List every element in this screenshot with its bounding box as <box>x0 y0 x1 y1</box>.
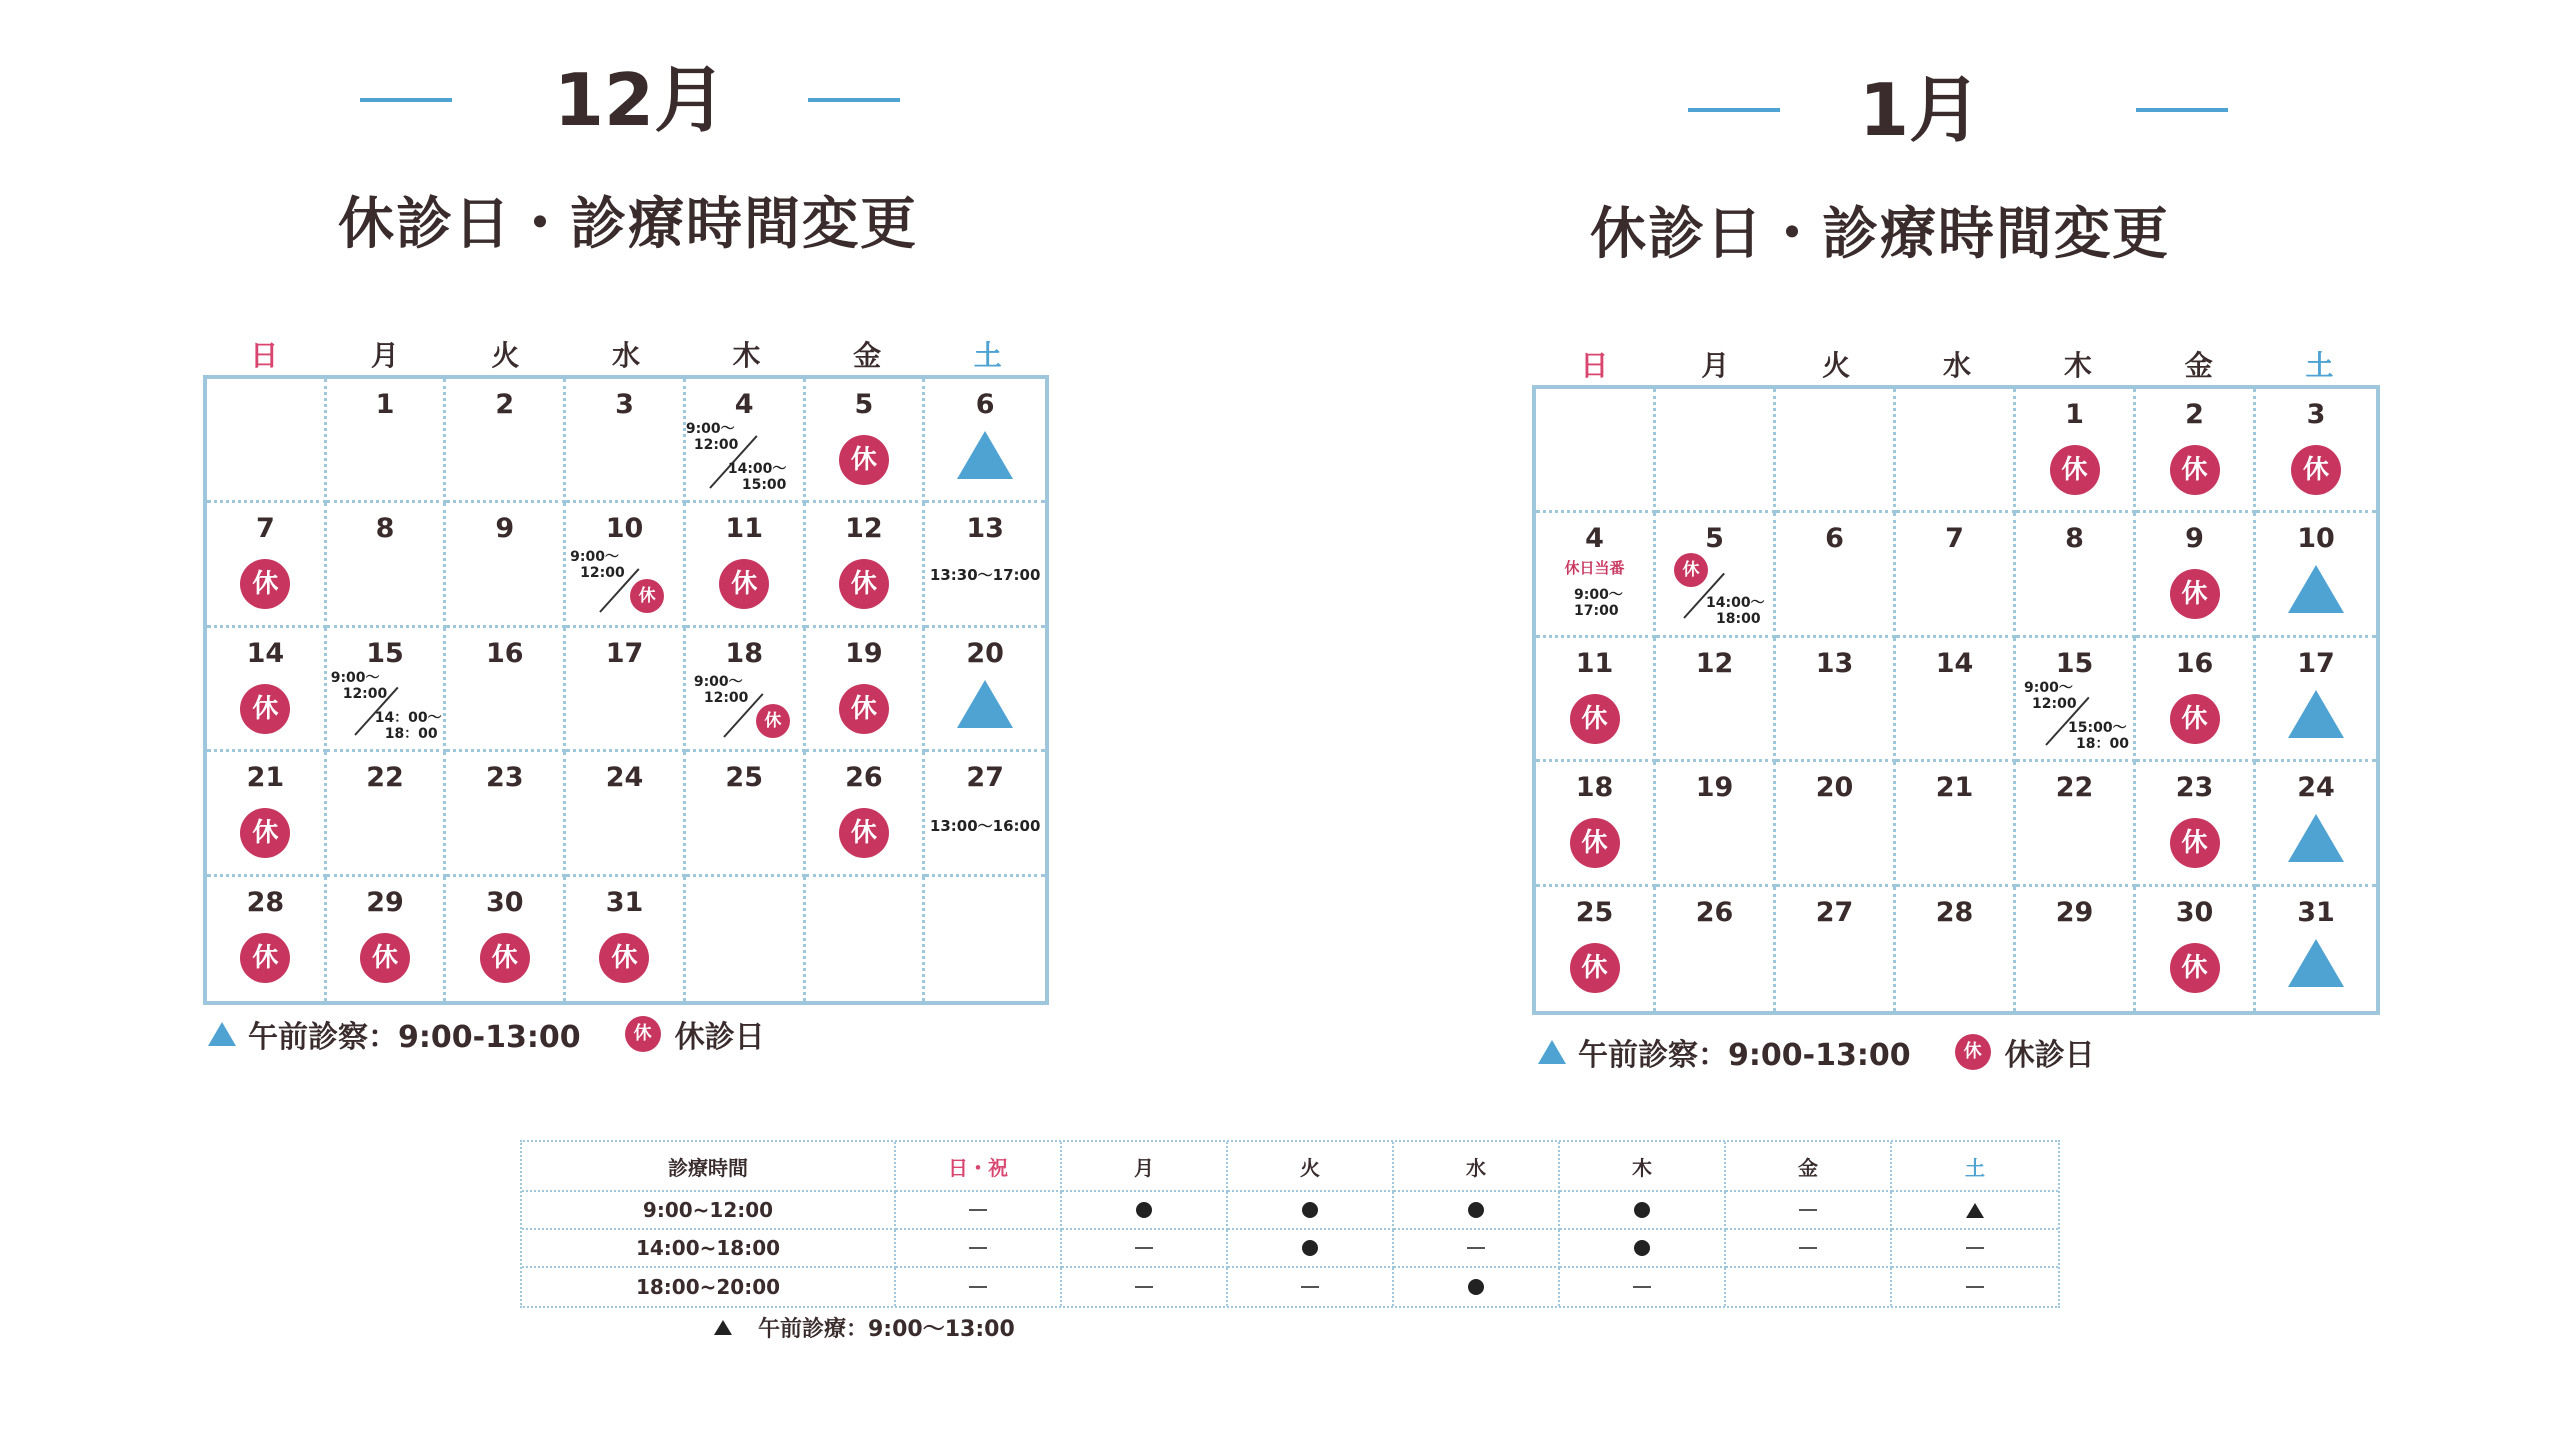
day-number: 5 <box>1705 523 1724 555</box>
open-dot-icon <box>1136 1202 1152 1218</box>
calendar-day-cell <box>2016 762 2136 886</box>
calendar-day-cell <box>1776 638 1896 762</box>
closed-badge-icon: 休 <box>839 684 889 734</box>
calendar-day-cell <box>806 877 926 1001</box>
day-number: 24 <box>2297 772 2335 804</box>
weekday-sat: 土 <box>2305 349 2334 382</box>
closed-badge-icon: 休 <box>1955 1034 1991 1070</box>
calendar-day-cell <box>207 379 327 503</box>
weekday-mon: 月 <box>1701 349 1730 382</box>
calendar-day-cell <box>1896 887 2016 1011</box>
hours-header-day: 月 <box>1062 1142 1228 1192</box>
calendar-day-cell <box>1776 389 1896 513</box>
day-number: 17 <box>2297 647 2335 679</box>
closed-badge-icon: 休 <box>599 933 649 983</box>
january-panel <box>1280 0 2560 1100</box>
calendar-day-cell <box>686 379 806 503</box>
legend-closed-label: 休診日 <box>2004 1038 2095 1073</box>
december-calendar <box>203 375 1049 1005</box>
day-number: 31 <box>605 886 644 918</box>
day-number: 16 <box>2175 647 2214 679</box>
day-number: 24 <box>605 762 644 794</box>
schedule-note: 9:00～ <box>1574 587 1623 604</box>
calendar-day-cell <box>1776 762 1896 886</box>
closed-badge-icon: 休 <box>2291 445 2341 495</box>
hours-header-day: 土 <box>1892 1142 2058 1192</box>
december-legend <box>208 1012 765 1056</box>
december-subtitle: 休診日・診療時間変更 <box>338 192 918 257</box>
calendar-day-cell <box>686 752 806 876</box>
calendar-day-cell <box>2136 887 2256 1011</box>
january-legend <box>1538 1030 2095 1074</box>
hours-note <box>714 1312 1015 1343</box>
closed-badge-icon: 休 <box>240 808 290 858</box>
day-number: 25 <box>1575 896 1614 928</box>
closed-badge-icon: 休 <box>719 559 769 609</box>
schedule-note: 9:00～ <box>330 669 380 686</box>
calendar-day-cell <box>327 503 447 627</box>
calendar-day-cell <box>806 628 926 752</box>
calendar-day-cell <box>686 503 806 627</box>
half-day-triangle-icon <box>957 431 1013 479</box>
closed-badge-icon: 休 <box>360 933 410 983</box>
closed-badge-icon: 休 <box>2170 445 2220 495</box>
day-number: 26 <box>1695 896 1734 928</box>
calendar-day-cell <box>1896 638 2016 762</box>
closed-badge-icon: 休 <box>839 435 889 485</box>
day-number: 28 <box>246 886 285 918</box>
weekday-tue: 火 <box>491 339 520 372</box>
calendar-day-cell <box>207 628 327 752</box>
hours-mark-cell <box>1560 1230 1726 1268</box>
day-number: 6 <box>975 389 995 420</box>
weekday-sat: 土 <box>973 339 1002 372</box>
hours-time-range: 9:00~12:00 <box>522 1192 896 1230</box>
hours-mark-cell <box>1892 1230 2058 1268</box>
hours-header-day: 火 <box>1228 1142 1394 1192</box>
closed-dash-icon <box>1467 1247 1485 1249</box>
day-number: 10 <box>605 513 644 545</box>
closed-badge-icon: 休 <box>1570 694 1620 744</box>
legend-closed-label: 休診日 <box>674 1020 765 1055</box>
calendar-day-cell <box>2016 638 2136 762</box>
day-number: 8 <box>2065 523 2084 555</box>
schedule-note: 15:00 <box>741 477 787 493</box>
day-number: 28 <box>1935 896 1974 928</box>
legend-half-day-label: 午前診察：9:00-13:00 <box>1578 1038 1911 1073</box>
header-dash-right <box>2136 108 2228 112</box>
calendar-day-cell <box>327 628 447 752</box>
calendar-day-cell <box>446 877 566 1001</box>
closed-dash-icon <box>1799 1247 1817 1249</box>
calendar-day-cell <box>2256 887 2376 1011</box>
half-day-triangle-icon <box>2288 939 2344 987</box>
schedule-note: 14:00～ <box>727 461 787 477</box>
calendar-day-cell <box>1656 389 1776 513</box>
open-dot-icon <box>1302 1240 1318 1256</box>
hours-header-day: 木 <box>1560 1142 1726 1192</box>
weekday-wed: 水 <box>611 339 640 372</box>
weekday-mon: 月 <box>370 339 399 372</box>
schedule-note: 9:00～ <box>2024 679 2073 696</box>
day-number: 29 <box>366 886 404 918</box>
hours-mark-cell <box>1228 1230 1394 1268</box>
hours-header-label: 診療時間 <box>522 1142 896 1192</box>
calendar-day-cell <box>446 503 566 627</box>
day-number: 23 <box>485 762 524 794</box>
calendar-day-cell <box>2256 389 2376 513</box>
hours-mark-cell <box>1726 1268 1892 1306</box>
january-subtitle: 休診日・診療時間変更 <box>1590 202 2170 267</box>
day-number: 1 <box>375 389 395 420</box>
day-number: 19 <box>845 637 883 669</box>
calendar-day-cell <box>925 503 1045 627</box>
day-number: 2 <box>495 389 515 420</box>
schedule-note: 18:00 <box>1716 611 1761 628</box>
calendar-day-cell <box>925 628 1045 752</box>
day-number: 1 <box>2065 399 2084 430</box>
schedule-note: 12:00 <box>703 689 749 706</box>
day-number: 5 <box>854 389 874 420</box>
day-number: 11 <box>1575 647 1614 679</box>
hours-mark-cell <box>1062 1268 1228 1306</box>
calendar-day-cell <box>2136 389 2256 513</box>
day-number: 27 <box>966 762 1004 794</box>
closed-dash-icon <box>1966 1286 1984 1288</box>
day-number: 12 <box>845 513 883 545</box>
calendar-day-cell <box>207 877 327 1001</box>
schedule-note: 12:00 <box>342 685 388 702</box>
day-number: 15 <box>2055 647 2094 679</box>
weekday-tue: 火 <box>1822 349 1851 382</box>
hours-mark-cell <box>896 1192 1062 1230</box>
hours-mark-cell <box>896 1268 1062 1306</box>
day-number: 30 <box>2175 896 2214 928</box>
calendar-day-cell <box>2016 389 2136 513</box>
calendar-day-cell <box>446 379 566 503</box>
day-number: 14 <box>246 637 285 669</box>
day-number: 17 <box>605 637 644 669</box>
calendar-day-cell <box>327 752 447 876</box>
day-number: 9 <box>495 513 515 545</box>
day-number: 22 <box>2055 772 2094 804</box>
calendar-day-cell <box>686 877 806 1001</box>
closed-dash-icon <box>969 1286 987 1288</box>
calendar-day-cell <box>446 752 566 876</box>
schedule-note: 9:00～ <box>685 421 735 437</box>
calendar-day-cell <box>2256 513 2376 637</box>
day-number: 13 <box>966 513 1004 545</box>
closed-badge-icon: 休 <box>756 704 790 738</box>
day-number: 11 <box>725 513 763 545</box>
day-number: 29 <box>2055 896 2094 928</box>
open-dot-icon <box>1634 1240 1650 1256</box>
calendar-day-cell <box>806 752 926 876</box>
schedule-note: 13:30～17:00 <box>929 566 1041 585</box>
day-number: 10 <box>2297 523 2335 555</box>
day-number: 21 <box>1935 772 1974 804</box>
open-dot-icon <box>1468 1202 1484 1218</box>
day-number: 30 <box>485 886 524 918</box>
closed-badge-icon: 休 <box>2170 694 2220 744</box>
calendar-day-cell <box>207 752 327 876</box>
calendar-day-cell <box>566 379 686 503</box>
hours-mark-cell <box>1228 1192 1394 1230</box>
calendar-day-cell <box>1776 513 1896 637</box>
day-number: 7 <box>1945 523 1964 555</box>
calendar-day-cell <box>806 503 926 627</box>
hours-mark-cell <box>1394 1230 1560 1268</box>
day-number: 14 <box>1935 647 1974 679</box>
day-number: 20 <box>966 637 1004 669</box>
calendar-day-cell <box>1656 513 1776 637</box>
calendar-day-cell <box>1896 513 2016 637</box>
legend-half-day-label: 午前診察：9:00-13:00 <box>248 1020 581 1055</box>
calendar-day-cell <box>925 379 1045 503</box>
calendar-day-cell <box>1536 638 1656 762</box>
weekday-fri: 金 <box>853 339 882 372</box>
calendar-day-cell <box>2016 887 2136 1011</box>
calendar-day-cell <box>207 503 327 627</box>
day-number: 3 <box>615 389 634 420</box>
closed-dash-icon <box>1633 1286 1651 1288</box>
open-dot-icon <box>1302 1202 1318 1218</box>
hours-mark-cell <box>1726 1230 1892 1268</box>
schedule-note: 12:00 <box>580 565 625 582</box>
weekday-thu: 木 <box>2063 349 2092 382</box>
calendar-day-cell <box>1656 762 1776 886</box>
half-day-triangle-icon <box>2288 690 2344 738</box>
day-number: 13 <box>1815 647 1854 679</box>
calendar-day-cell <box>1536 887 1656 1011</box>
january-calendar <box>1532 385 2380 1015</box>
closed-badge-icon: 休 <box>1674 553 1708 587</box>
hours-header-day: 金 <box>1726 1142 1892 1192</box>
calendar-day-cell <box>446 628 566 752</box>
closed-dash-icon <box>1135 1286 1153 1288</box>
day-number: 2 <box>2185 399 2204 430</box>
closed-badge-icon: 休 <box>625 1016 661 1052</box>
closed-dash-icon <box>969 1209 987 1211</box>
closed-badge-icon: 休 <box>839 808 889 858</box>
closed-badge-icon: 休 <box>2170 943 2220 993</box>
calendar-day-cell <box>1656 638 1776 762</box>
hours-mark-cell <box>1892 1268 2058 1306</box>
half-day-triangle-icon <box>208 1022 236 1046</box>
closed-badge-icon: 休 <box>480 933 530 983</box>
calendar-day-cell <box>1896 762 2016 886</box>
day-number: 27 <box>1815 896 1854 928</box>
calendar-day-cell <box>566 752 686 876</box>
half-day-triangle-icon <box>957 680 1013 728</box>
schedule-note: 14:00～ <box>1706 595 1765 612</box>
weekday-fri: 金 <box>2184 349 2213 382</box>
december-weekdays <box>204 334 1048 374</box>
schedule-note: 17:00 <box>1574 603 1619 620</box>
half-day-triangle-icon <box>2288 565 2344 613</box>
hours-note-text: 午前診療：9:00〜13:00 <box>758 1317 1015 1342</box>
hours-mark-cell <box>1062 1230 1228 1268</box>
half-day-triangle-icon <box>1538 1040 1566 1064</box>
day-number: 25 <box>725 762 763 794</box>
schedule-note: 9:00～ <box>693 673 743 690</box>
calendar-day-cell <box>2136 762 2256 886</box>
calendar-day-cell <box>2256 638 2376 762</box>
closed-dash-icon <box>1301 1286 1319 1288</box>
calendar-day-cell <box>566 628 686 752</box>
calendar-day-cell <box>2016 513 2136 637</box>
schedule-note: 18：00 <box>2076 735 2129 752</box>
closed-badge-icon: 休 <box>630 579 664 613</box>
day-number: 20 <box>1815 772 1854 804</box>
day-number: 7 <box>255 513 275 545</box>
calendar-day-cell <box>1656 887 1776 1011</box>
weekday-sun: 日 <box>1580 349 1609 382</box>
day-number: 18 <box>1575 772 1614 804</box>
day-number: 19 <box>1695 772 1734 804</box>
december-month-title: 12月 <box>553 58 727 142</box>
day-number: 4 <box>1585 523 1604 555</box>
calendar-day-cell <box>2256 762 2376 886</box>
hours-mark-cell <box>1394 1268 1560 1306</box>
half-day-triangle-icon <box>2288 814 2344 862</box>
day-number: 16 <box>485 637 524 669</box>
january-header <box>1280 50 2560 170</box>
day-number: 6 <box>1825 523 1844 555</box>
closed-badge-icon: 休 <box>1570 943 1620 993</box>
closed-badge-icon: 休 <box>240 933 290 983</box>
day-number: 26 <box>845 762 883 794</box>
calendar-day-cell <box>925 877 1045 1001</box>
closed-dash-icon <box>969 1247 987 1249</box>
closed-badge-icon: 休 <box>1570 818 1620 868</box>
calendar-day-cell <box>566 503 686 627</box>
day-number: 15 <box>366 637 404 669</box>
hours-mark-cell <box>1560 1268 1726 1306</box>
closed-dash-icon <box>1966 1247 1984 1249</box>
calendar-day-cell <box>1536 389 1656 513</box>
hours-mark-cell <box>1228 1268 1394 1306</box>
morning-only-triangle-icon <box>1966 1203 1984 1218</box>
hours-mark-cell <box>1394 1192 1560 1230</box>
weekday-wed: 水 <box>1942 349 1971 382</box>
calendar-day-cell <box>327 877 447 1001</box>
hours-mark-cell <box>1892 1192 2058 1230</box>
day-number: 22 <box>366 762 404 794</box>
calendar-day-cell <box>1776 887 1896 1011</box>
closed-badge-icon: 休 <box>839 559 889 609</box>
calendar-day-cell <box>566 877 686 1001</box>
day-number: 3 <box>2306 399 2326 430</box>
calendar-day-cell <box>925 752 1045 876</box>
calendar-day-cell <box>1536 513 1656 637</box>
morning-only-triangle-icon <box>714 1320 732 1335</box>
hours-header-day: 日・祝 <box>896 1142 1062 1192</box>
hours-time-range: 14:00~18:00 <box>522 1230 896 1268</box>
schedule-note: 15:00～ <box>2068 719 2127 736</box>
schedule-note: 14：00～ <box>374 709 442 726</box>
schedule-note: 13:00～16:00 <box>929 817 1041 836</box>
calendar-day-cell <box>1536 762 1656 886</box>
calendar-day-cell <box>686 628 806 752</box>
schedule-note: 18：00 <box>384 725 438 742</box>
day-number: 18 <box>725 637 763 669</box>
hours-mark-cell <box>1726 1192 1892 1230</box>
closed-badge-icon: 休 <box>2050 445 2100 495</box>
day-number: 23 <box>2175 772 2214 804</box>
hours-header-day: 水 <box>1394 1142 1560 1192</box>
open-dot-icon <box>1634 1202 1650 1218</box>
closed-dash-icon <box>1799 1209 1817 1211</box>
closed-dash-icon <box>1135 1247 1153 1249</box>
closed-badge-icon: 休 <box>240 559 290 609</box>
day-number: 21 <box>246 762 285 794</box>
calendar-day-cell <box>2136 513 2256 637</box>
closed-badge-icon: 休 <box>2170 569 2220 619</box>
hours-mark-cell <box>1062 1192 1228 1230</box>
weekday-thu: 木 <box>732 339 761 372</box>
closed-badge-icon: 休 <box>2170 818 2220 868</box>
day-number: 9 <box>2185 523 2204 555</box>
calendar-day-cell <box>327 379 447 503</box>
holiday-duty-label: 休日当番 <box>1564 559 1625 578</box>
day-number: 8 <box>375 513 395 545</box>
clinic-hours-table <box>520 1140 2060 1308</box>
january-weekdays <box>1534 344 2380 384</box>
schedule-note: 12:00 <box>2032 695 2077 712</box>
day-number: 12 <box>1695 647 1734 679</box>
open-dot-icon <box>1468 1279 1484 1295</box>
closed-badge-icon: 休 <box>240 684 290 734</box>
schedule-note: 9:00～ <box>570 549 619 566</box>
day-number: 4 <box>734 389 754 420</box>
calendar-day-cell <box>806 379 926 503</box>
january-month-title: 1月 <box>1858 68 1982 152</box>
calendar-day-cell <box>2136 638 2256 762</box>
hours-mark-cell <box>1560 1192 1726 1230</box>
schedule-note: 12:00 <box>693 437 739 453</box>
hours-mark-cell <box>896 1230 1062 1268</box>
day-number: 31 <box>2297 896 2335 928</box>
calendar-day-cell <box>1896 389 2016 513</box>
weekday-sun: 日 <box>250 339 279 372</box>
hours-time-range: 18:00~20:00 <box>522 1268 896 1306</box>
